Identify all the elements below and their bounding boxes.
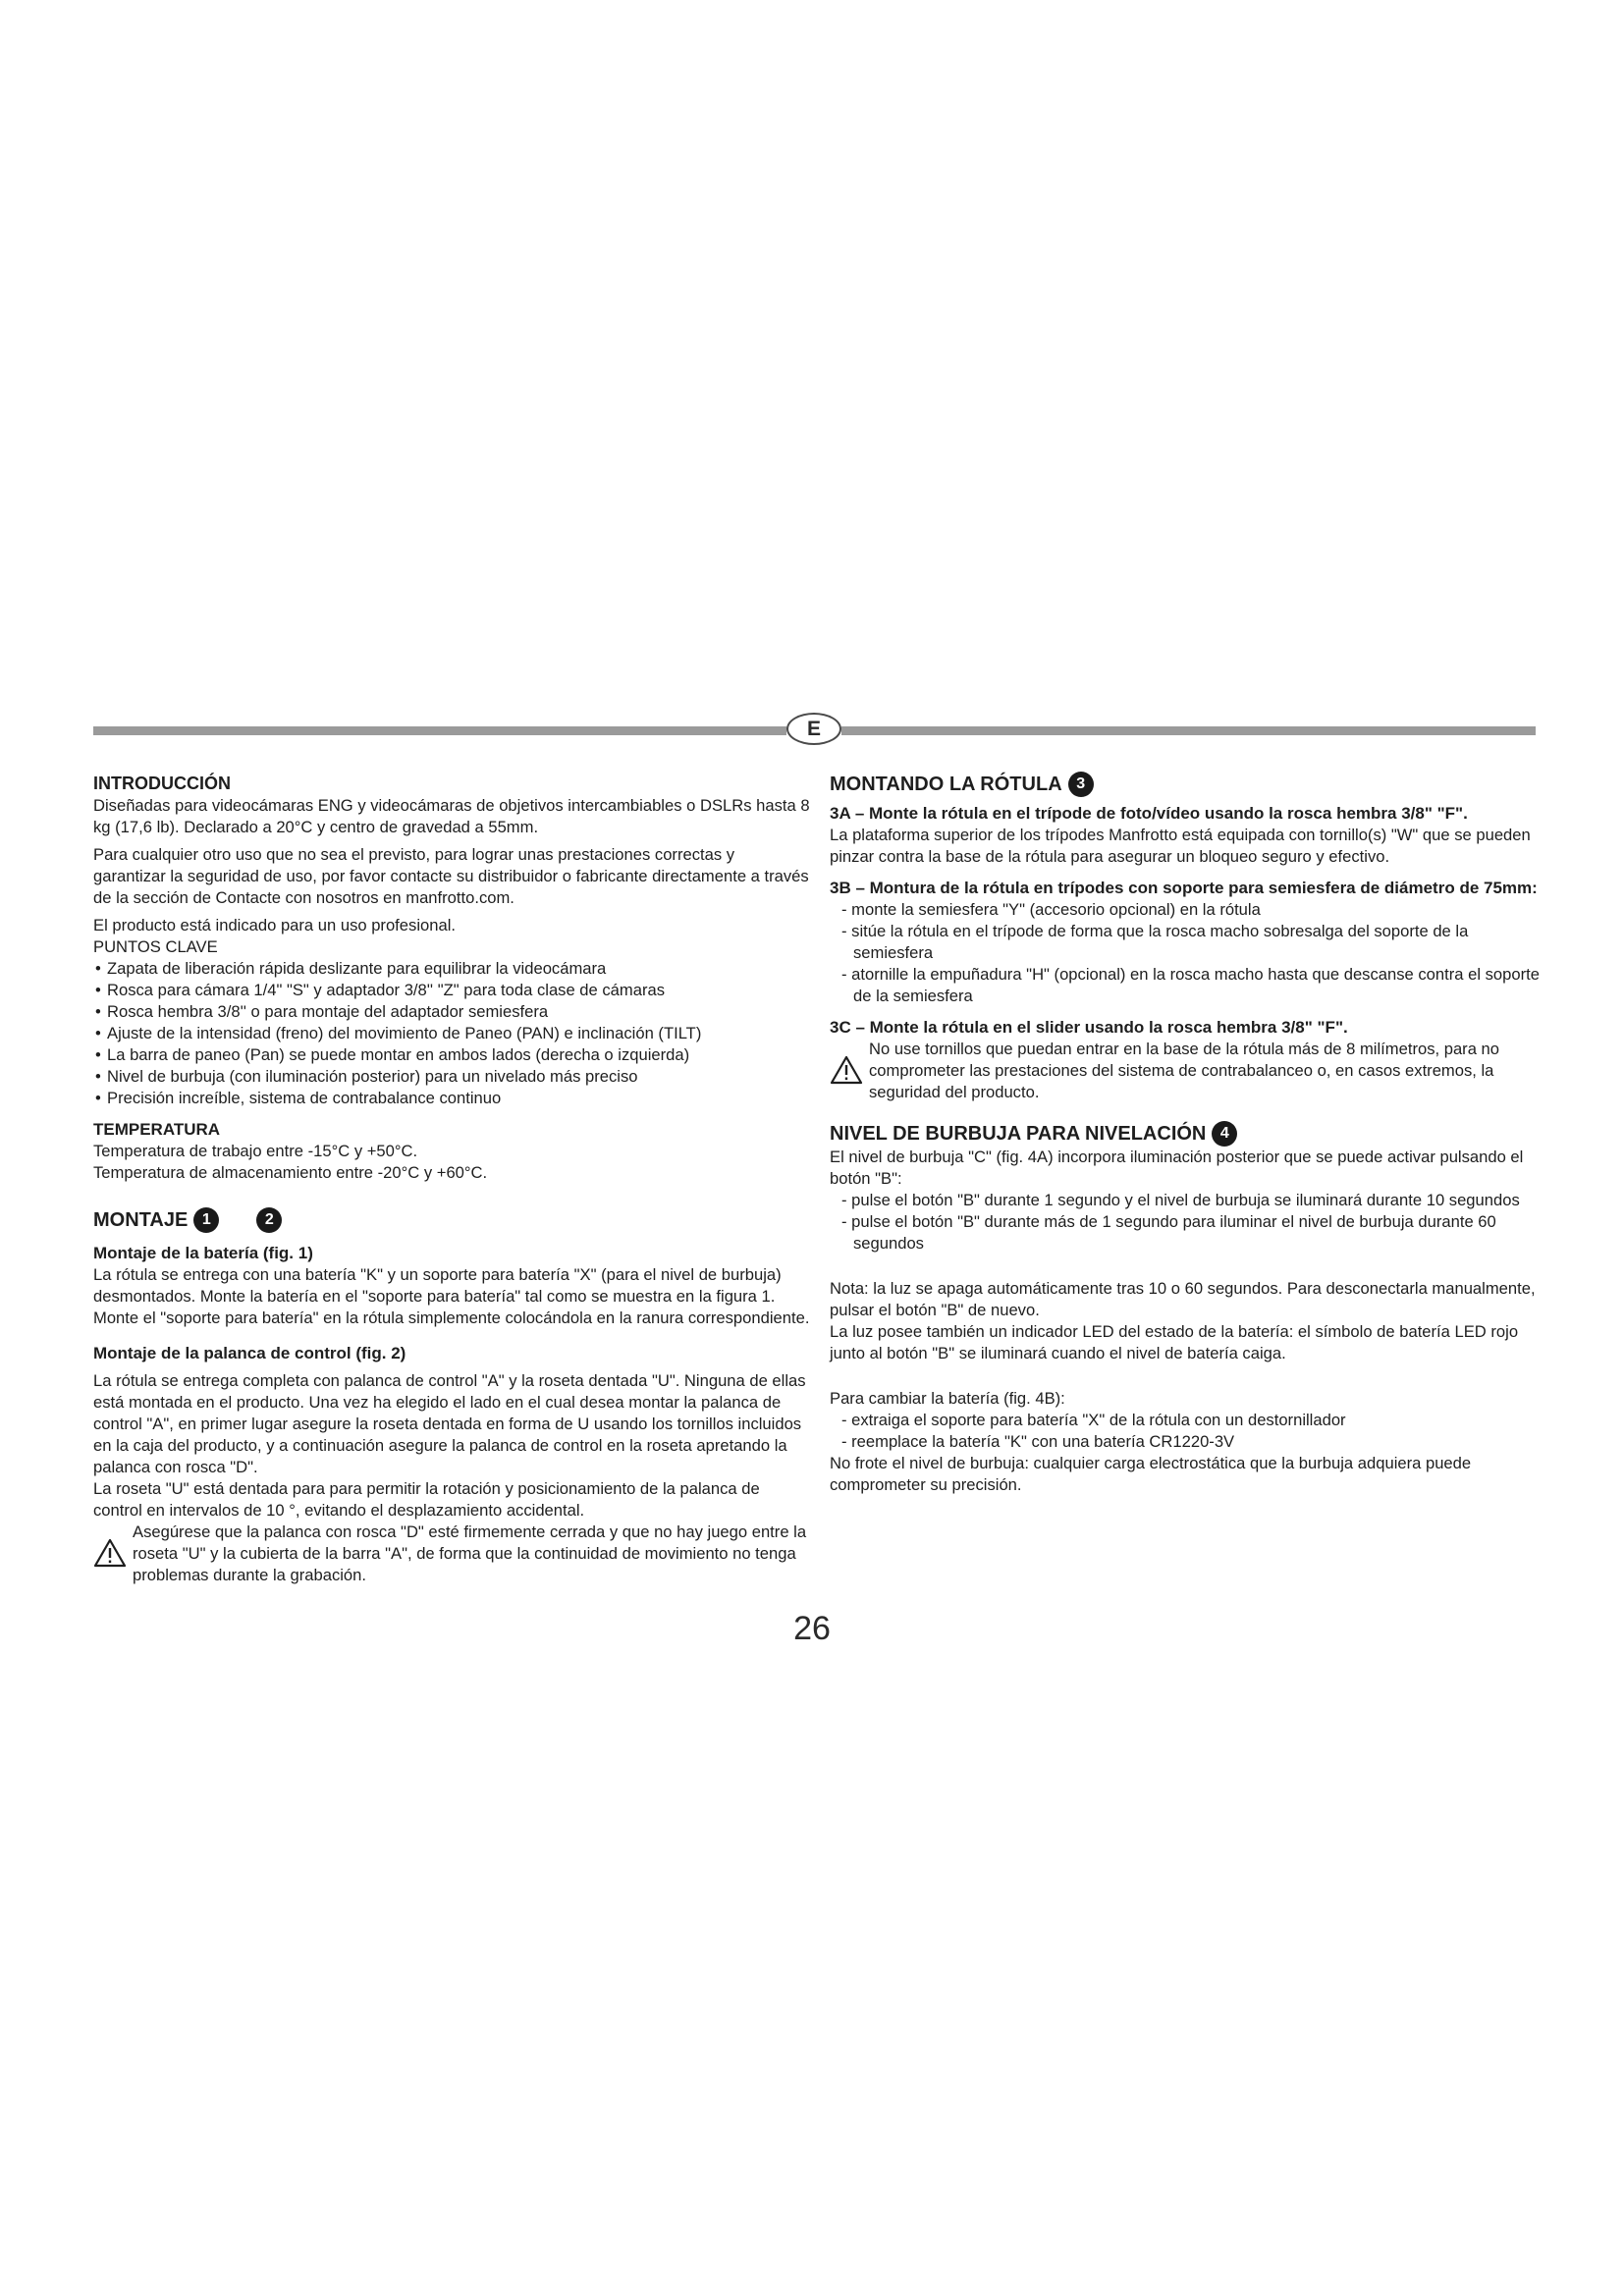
temperature-section (93, 1119, 810, 1184)
battery-mount-text: La rótula se entrega con una batería "K" y un soporte para batería "X" (para el nivel de burbuja) desmontados. Monte la batería en el "soporte para batería" tal como se muestra en la figura 1. Monte el "soporte para batería" en la rótula simplemente colocándola en la ranura correspondiente. (93, 1265, 810, 1327)
intro-section (93, 772, 810, 1109)
key-points-list (93, 958, 810, 1109)
lever-mount-title: Montaje de la palanca de control (fig. 2) (93, 1344, 406, 1362)
battery-mount-title: Montaje de la batería (fig. 1) (93, 1244, 313, 1262)
head-mount-title: MONTANDO LA RÓTULA (830, 774, 1062, 795)
lever-mount-paragraph-2: La roseta "U" está dentada para para permitir la rotación y posicionamiento de la palanca de control en intervalos de 10 °, evitando el desplazamiento accidental. (93, 1479, 760, 1520)
list-item: • Nivel de burbuja (con iluminación posterior) para un nivelado más preciso (93, 1066, 810, 1088)
figure-badge-2: 2 (256, 1207, 282, 1233)
page-number: 26 (793, 1610, 831, 1647)
figure-badge-3: 3 (1068, 772, 1094, 797)
battery-change-steps (830, 1410, 1542, 1453)
battery-led-note: La luz posee también un indicador LED del estado de la batería: el símbolo de batería LED rojo junto al botón "B" se iluminará cuando el nivel de batería caiga. (830, 1322, 1519, 1362)
step-3a-title: 3A – Monte la rótula en el trípode de foto/vídeo usando la rosca hembra 3/8" "F". (830, 804, 1468, 823)
list-item: - sitúe la rótula en el trípode de forma que la rosca macho sobresalga del soporte de la semiesfera (841, 921, 1542, 964)
language-badge: E (786, 713, 841, 745)
head-mount-heading (830, 772, 1542, 797)
list-item: • Rosca para cámara 1/4" "S" y adaptador 3/8'' "Z" para toda clase de cámaras (93, 980, 810, 1001)
left-column (93, 772, 810, 1586)
key-points-title: PUNTOS CLAVE (93, 937, 218, 956)
screw-warning (830, 1039, 1542, 1103)
warning-icon (93, 1538, 133, 1574)
head-mount-section (830, 772, 1542, 1103)
lever-warning (93, 1522, 810, 1586)
list-item: - pulse el botón "B" durante 1 segundo y el nivel de burbuja se iluminará durante 10 segundos (841, 1190, 1542, 1211)
list-item: • La barra de paneo (Pan) se puede montar en ambos lados (derecha o izquierda) (93, 1044, 810, 1066)
warning-icon (830, 1055, 869, 1091)
intro-title: INTRODUCCIÓN (93, 774, 231, 793)
screw-warning-text: No use tornillos que puedan entrar en la base de la rótula más de 8 milímetros, para no comprometer las prestaciones del sistema de contrabalanceo o, en casos extremos, la seguridad del producto. (869, 1040, 1499, 1101)
battery-change-title: Para cambiar la batería (fig. 4B): (830, 1389, 1065, 1408)
step-3c-title: 3C – Monte la rótula en el slider usando la rosca hembra 3/8" "F". (830, 1018, 1348, 1037)
header-rule-right (841, 726, 1536, 735)
step-3a-text: La plataforma superior de los trípodes Manfrotto está equipada con tornillo(s) "W" que se pueden pinzar contra la base de la rótula para asegurar un bloqueo seguro y efectivo. (830, 826, 1531, 866)
temperature-storage: Temperatura de almacenamiento entre -20°C y +60°C. (93, 1163, 488, 1182)
list-item: - monte la semiesfera "Y" (accesorio opcional) en la rótula (841, 899, 1542, 921)
list-item: • Precisión increíble, sistema de contrabalance continuo (93, 1088, 810, 1109)
bubble-level-title: NIVEL DE BURBUJA PARA NIVELACIÓN (830, 1123, 1207, 1145)
mounting-title: MONTAJE (93, 1209, 189, 1231)
header-rule-left (93, 726, 786, 735)
mounting-heading (93, 1207, 810, 1233)
right-column (830, 772, 1542, 1496)
list-item: • Zapata de liberación rápida deslizante para equilibrar la videocámara (93, 958, 810, 980)
list-item: - atornille la empuñadura "H" (opcional) en la rosca macho hasta que descanse contra el soporte de la semiesfera (841, 964, 1542, 1007)
temperature-title: TEMPERATURA (93, 1120, 221, 1139)
bubble-level-steps (830, 1190, 1542, 1255)
lever-mount-paragraph-1: La rótula se entrega completa con palanca de control "A" y la roseta dentada "U". Ninguna de ellas está montada en el producto. Una vez ha elegido el lado en el cual desea montar la palanca de control "A", en primer lugar asegure la roseta dentada en forma de U usando los tornillos incluidos en la caja del producto, y a continuación asegure la palanca de control en la roseta apretando la palanca con rosca "D". (93, 1371, 806, 1476)
bubble-level-intro: El nivel de burbuja "C" (fig. 4A) incorpora iluminación posterior que se puede activar pulsando el botón "B": (830, 1148, 1524, 1188)
static-charge-note: No frote el nivel de burbuja: cualquier carga electrostática que la burbuja adquiera puede comprometer su precisión. (830, 1454, 1472, 1494)
intro-paragraph-2: Para cualquier otro uso que no sea el previsto, para lograr unas prestaciones correctas y garantizar la seguridad de uso, por favor contacte su distribuidor o fabricante directamente a través de la sección de Contacte con nosotros en manfrotto.com. (93, 845, 809, 907)
figure-badge-1: 1 (193, 1207, 219, 1233)
list-item: - reemplace la batería "K" con una batería CR1220-3V (841, 1431, 1542, 1453)
intro-paragraph-3: El producto está indicado para un uso profesional. (93, 916, 456, 934)
mounting-section (93, 1207, 810, 1586)
bubble-level-heading (830, 1121, 1542, 1147)
bubble-level-section (830, 1121, 1542, 1496)
intro-paragraph-1: Diseñadas para videocámaras ENG y videocámaras de objetivos intercambiables o DSLRs hasta 8 kg (17,6 lb). Declarado a 20°C y centro de gravedad a 55mm. (93, 796, 810, 836)
lever-warning-text: Asegúrese que la palanca con rosca "D" esté firmemente cerrada y que no hay juego entre la roseta "U" y la cubierta de la barra "A", de forma que la continuidad de movimiento no tenga problemas durante la grabación. (133, 1522, 807, 1584)
list-item: - pulse el botón "B" durante más de 1 segundo para iluminar el nivel de burbuja durante 60 segundos (841, 1211, 1542, 1255)
light-note: Nota: la luz se apaga automáticamente tras 10 o 60 segundos. Para desconectarla manualmente, pulsar el botón "B" de nuevo. (830, 1279, 1536, 1319)
list-item: • Ajuste de la intensidad (freno) del movimiento de Paneo (PAN) e inclinación (TILT) (93, 1023, 810, 1044)
list-item: • Rosca hembra 3/8'' o para montaje del adaptador semiesfera (93, 1001, 810, 1023)
list-item: - extraiga el soporte para batería "X" de la rótula con un destornillador (841, 1410, 1542, 1431)
figure-badge-4: 4 (1212, 1121, 1237, 1147)
step-3b-title: 3B – Montura de la rótula en trípodes con soporte para semiesfera de diámetro de 75mm: (830, 879, 1538, 897)
step-3b-list (830, 899, 1542, 1007)
temperature-working: Temperatura de trabajo entre -15°C y +50°C. (93, 1142, 418, 1160)
